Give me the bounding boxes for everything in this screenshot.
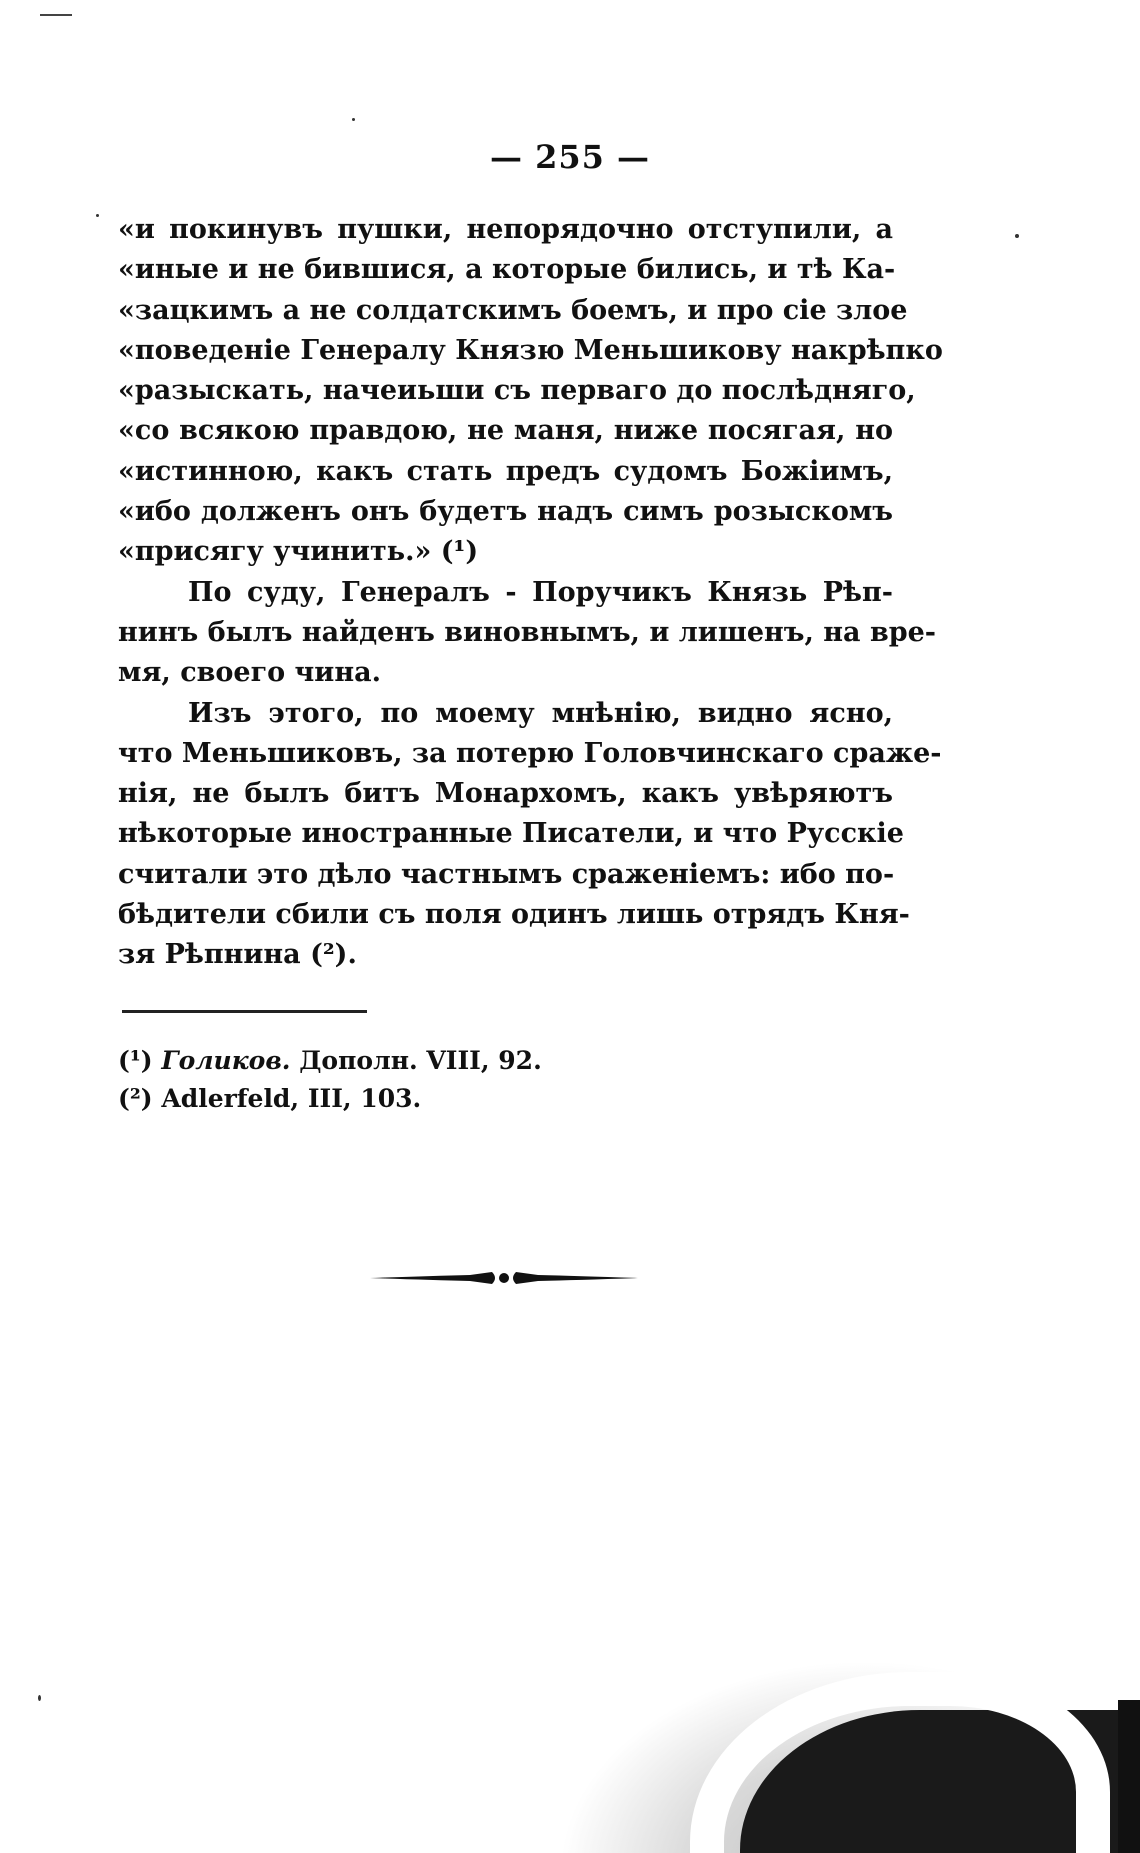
text-line: «истинною, какъ стать предъ судомъ Божіимъ, [118, 455, 893, 487]
scan-speck [1015, 234, 1019, 238]
text-line: «иные и не бившися, а которые бились, и тѣ Ка- [118, 254, 896, 286]
ornament-divider [370, 1268, 638, 1288]
scan-speck [38, 1695, 41, 1701]
footnote-reference: Adlerfeld, III, 103. [161, 1084, 422, 1113]
text-line: «ибо долженъ онъ будетъ надъ симъ розыскомъ [118, 496, 893, 528]
text-line: что Меньшиковъ, за потерю Головчинскаго сраже- [118, 737, 942, 769]
scan-speck [352, 118, 355, 121]
footnote-2 [118, 1080, 818, 1118]
scan-edge [1118, 1700, 1140, 1853]
text-line: «и покинувъ пушки, непорядочно отступили, а [118, 214, 893, 245]
footnote-1 [118, 1042, 818, 1080]
scan-mark [40, 14, 72, 16]
footnote-mark: (¹) [118, 1046, 153, 1075]
text-line: нѣкоторые иностранные Писатели, и что Русскіе [118, 818, 904, 850]
text-line: «разыскать, начеиьши съ перваго до послѣдняго, [118, 375, 916, 407]
text-line: считали это дѣло частнымъ сраженіемъ: ибо по- [118, 858, 895, 890]
scan-speck [96, 214, 99, 217]
text-line: «со всякою правдою, не маня, ниже посягая, но [118, 415, 893, 447]
text-line: «поведеніе Генералу Князю Меньшикову накрѣпко [118, 334, 943, 366]
text-line: «присягу учинить.» (¹) [118, 536, 479, 568]
footnotes [118, 1042, 818, 1118]
text-line: нія, не былъ битъ Монархомъ, какъ увѣряютъ [118, 778, 893, 810]
footnote-mark: (²) [118, 1084, 153, 1113]
footnote-author: Голиков. [161, 1046, 291, 1075]
paragraph-start: Изъ этого, по моему мнѣнію, видно ясно, [188, 697, 893, 729]
text-line: «зацкимъ а не солдатскимъ боемъ, и про сіе злое [118, 294, 908, 326]
text-line: мя, своего чина. [118, 657, 381, 689]
page-number: — 255 — [489, 138, 651, 176]
footnote-divider [122, 1010, 367, 1013]
footnote-reference: Дополн. VIII, 92. [299, 1046, 542, 1075]
text-line: бѣдители сбили съ поля одинъ лишь отрядъ Кня- [118, 899, 910, 931]
text-line: нинъ былъ найденъ виновнымъ, и лишенъ, на вре- [118, 616, 936, 648]
body-text [118, 210, 943, 976]
text-line: зя Рѣпнина (²). [118, 939, 357, 971]
paragraph-start: По суду, Генералъ - Поручикъ Князь Рѣп- [188, 576, 893, 608]
